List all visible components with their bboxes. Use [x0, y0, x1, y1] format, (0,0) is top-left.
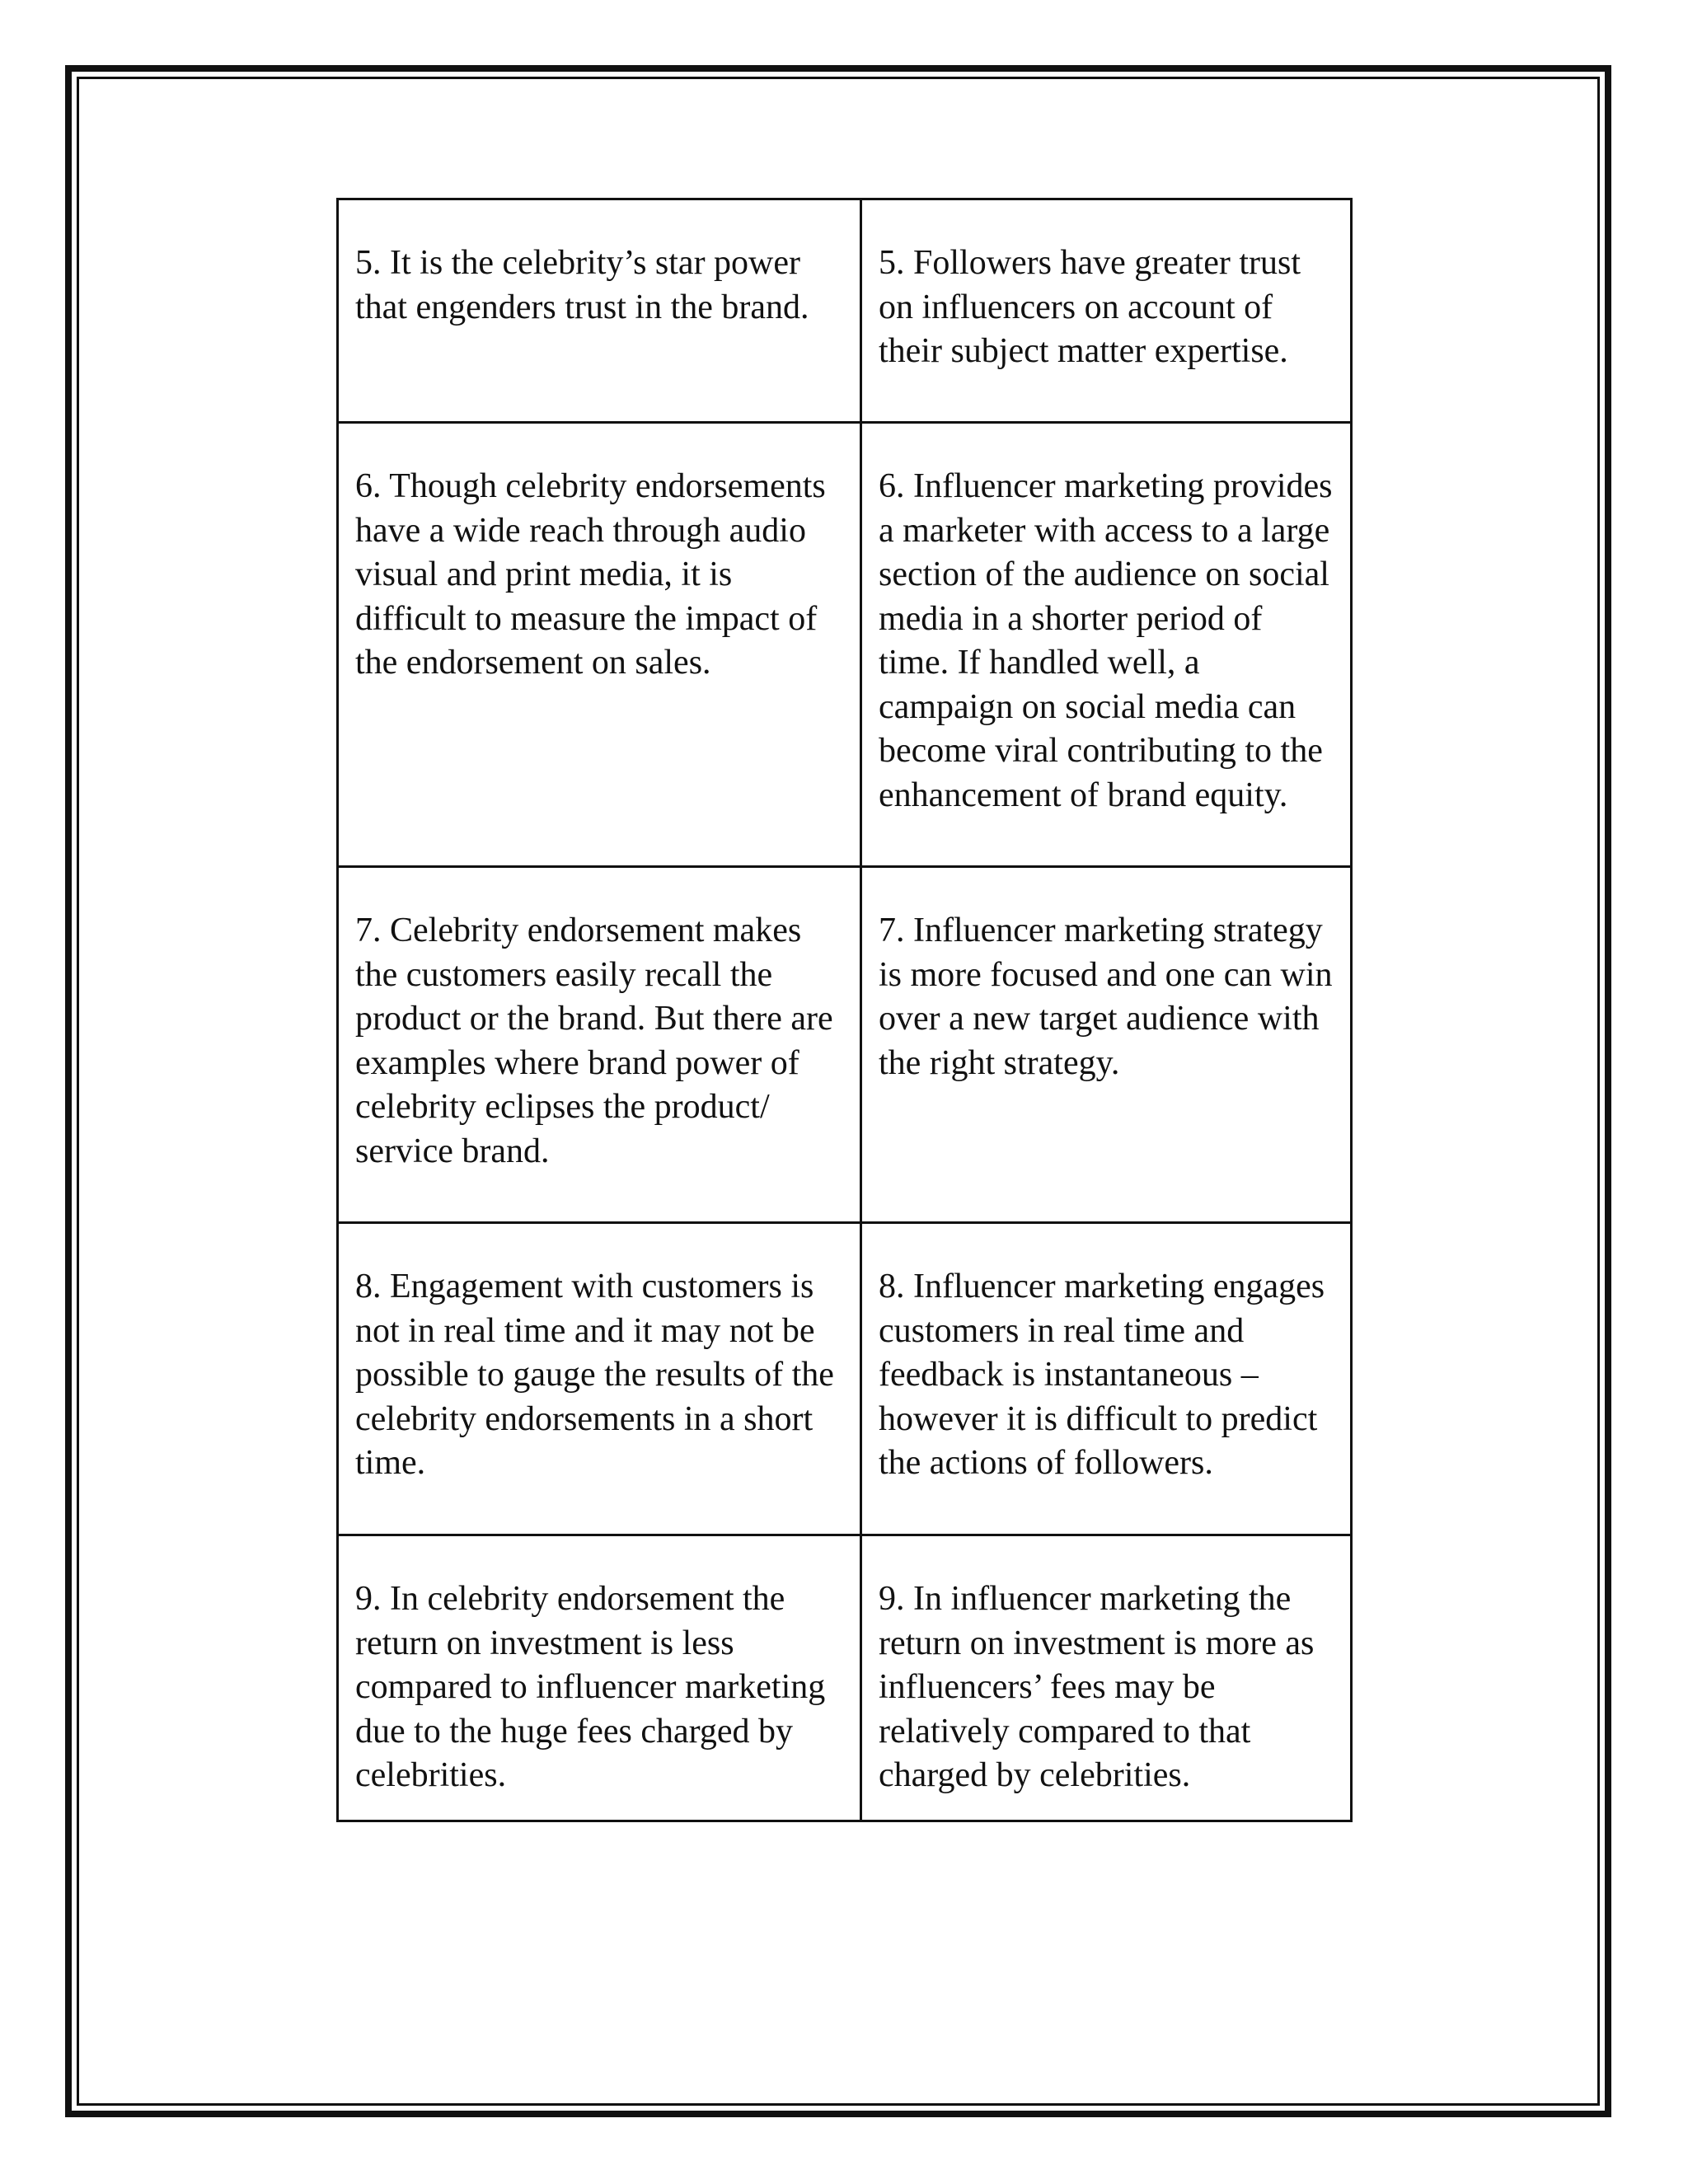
- influencer-marketing-cell: 7. Influencer marketing strategy is more focused and one can win over a new target audience with the right strategy.: [861, 867, 1352, 1223]
- table-row: [338, 1535, 1352, 1821]
- celebrity-endorsement-cell: 9. In celebrity endorsement the return on investment is less compared to influencer marketing due to the huge fees charged by celebrities.: [338, 1535, 861, 1821]
- table-row: [338, 867, 1352, 1223]
- influencer-marketing-cell: 9. In influencer marketing the return on investment is more as influencers’ fees may be relatively compared to that charged by celebrities.: [861, 1535, 1352, 1821]
- celebrity-endorsement-cell: 8. Engagement with customers is not in real time and it may not be possible to gauge the results of the celebrity endorsements in a short time.: [338, 1223, 861, 1535]
- influencer-marketing-cell: 5. Followers have greater trust on influencers on account of their subject matter expertise.: [861, 199, 1352, 423]
- celebrity-endorsement-cell: 5. It is the celebrity’s star power that engenders trust in the brand.: [338, 199, 861, 423]
- influencer-marketing-cell: 8. Influencer marketing engages customers in real time and feedback is instantaneous – however it is difficult to predict the actions of followers.: [861, 1223, 1352, 1535]
- table-row: [338, 423, 1352, 867]
- comparison-table: [336, 198, 1353, 1822]
- influencer-marketing-cell: 6. Influencer marketing provides a marketer with access to a large section of the audience on social media in a shorter period of time. If handled well, a campaign on social media can become viral contributing to the enhancement of brand equity.: [861, 423, 1352, 867]
- celebrity-endorsement-cell: 6. Though celebrity endorsements have a wide reach through audio visual and print media, it is difficult to measure the impact of the endorsement on sales.: [338, 423, 861, 867]
- table-row: [338, 1223, 1352, 1535]
- table-row: [338, 199, 1352, 423]
- celebrity-endorsement-cell: 7. Celebrity endorsement makes the customers easily recall the product or the brand. But there are examples where brand power of celebrity eclipses the product/ service brand.: [338, 867, 861, 1223]
